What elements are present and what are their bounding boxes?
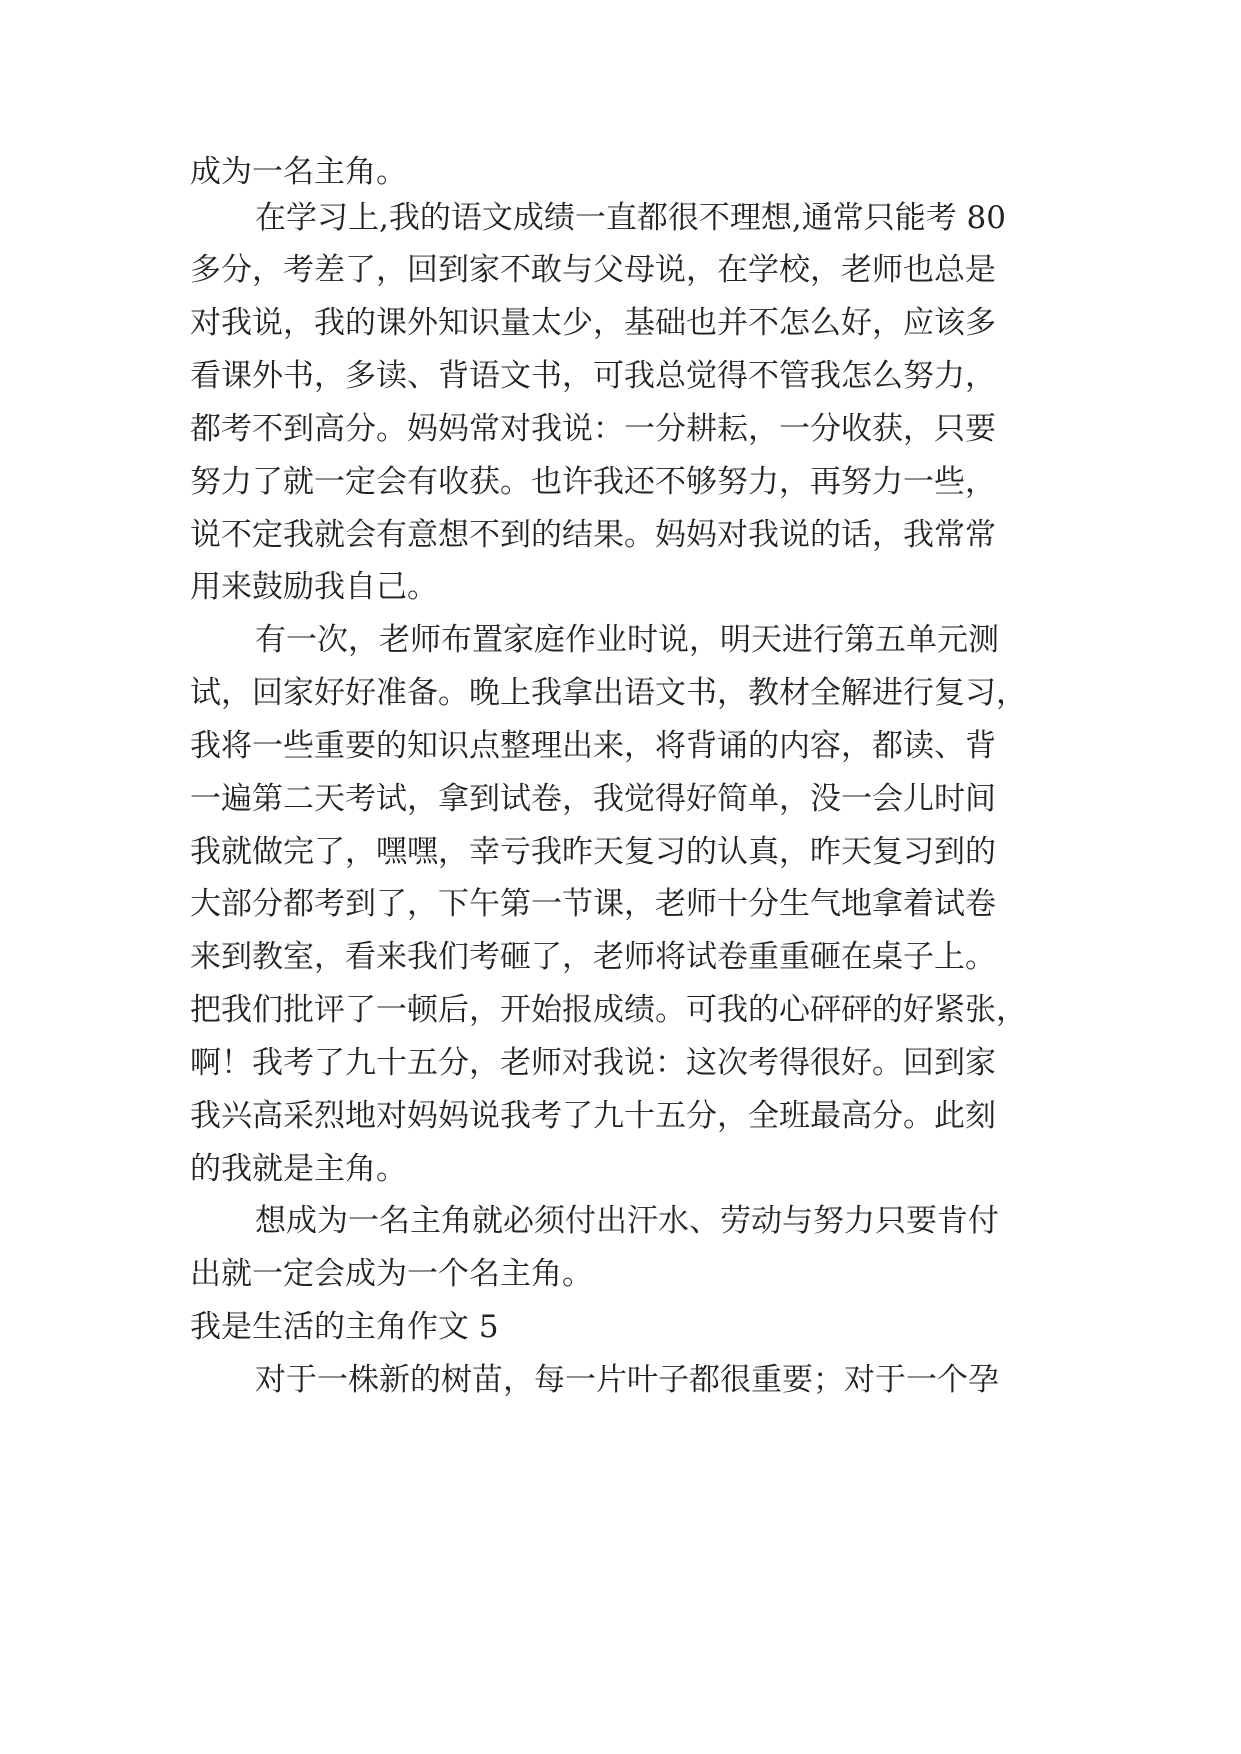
paragraph-line: 我就做完了，嘿嘿，幸亏我昨天复习的认真，昨天复习到的	[190, 834, 996, 870]
paragraph-line: 出就一定会成为一个名主角。	[190, 1256, 593, 1292]
paragraph-line: 努力了就一定会有收获。也许我还不够努力，再努力一些，	[190, 464, 996, 500]
paragraph-line: 一遍第二天考试，拿到试卷，我觉得好简单，没一会儿时间	[190, 781, 996, 817]
paragraph-line: 我兴高采烈地对妈妈说我考了九十五分，全班最高分。此刻	[190, 1098, 996, 1134]
paragraph-line: 多分，考差了，回到家不敢与父母说，在学校，老师也总是	[190, 252, 996, 288]
paragraph-line: 我将一些重要的知识点整理出来，将背诵的内容，都读、背	[190, 728, 996, 764]
paragraph-line: 啊！我考了九十五分，老师对我说：这次考得很好。回到家	[190, 1045, 996, 1081]
paragraph-line: 有一次，老师布置家庭作业时说，明天进行第五单元测	[255, 622, 999, 658]
paragraph-line: 试，回家好好准备。晚上我拿出语文书，教材全解进行复习，	[190, 675, 1027, 711]
paragraph-line: 的我就是主角。	[190, 1151, 407, 1187]
paragraph-line: 成为一名主角。	[190, 154, 407, 190]
paragraph-line: 说不定我就会有意想不到的结果。妈妈对我说的话，我常常	[190, 517, 996, 553]
paragraph-line: 对于一株新的树苗，每一片叶子都很重要；对于一个孕	[255, 1362, 999, 1398]
paragraph-line: 把我们批评了一顿后，开始报成绩。可我的心砰砰的好紧张，	[190, 992, 1027, 1028]
paragraph-line: 对我说，我的课外知识量太少，基础也并不怎么好，应该多	[190, 305, 996, 341]
paragraph-line: 在学习上,我的语文成绩一直都很不理想,通常只能考 80	[255, 200, 1007, 236]
paragraph-line: 来到教室，看来我们考砸了，老师将试卷重重砸在桌子上。	[190, 939, 996, 975]
paragraph-line: 用来鼓励我自己。	[190, 569, 438, 605]
paragraph-line: 大部分都考到了，下午第一节课，老师十分生气地拿着试卷	[190, 886, 996, 922]
paragraph-line: 想成为一名主角就必须付出汗水、劳动与努力只要肯付	[255, 1203, 999, 1239]
paragraph-line: 看课外书，多读、背语文书，可我总觉得不管我怎么努力，	[190, 358, 996, 394]
paragraph-line: 都考不到高分。妈妈常对我说：一分耕耘，一分收获，只要	[190, 411, 996, 447]
section-heading: 我是生活的主角作文 5	[190, 1309, 499, 1345]
